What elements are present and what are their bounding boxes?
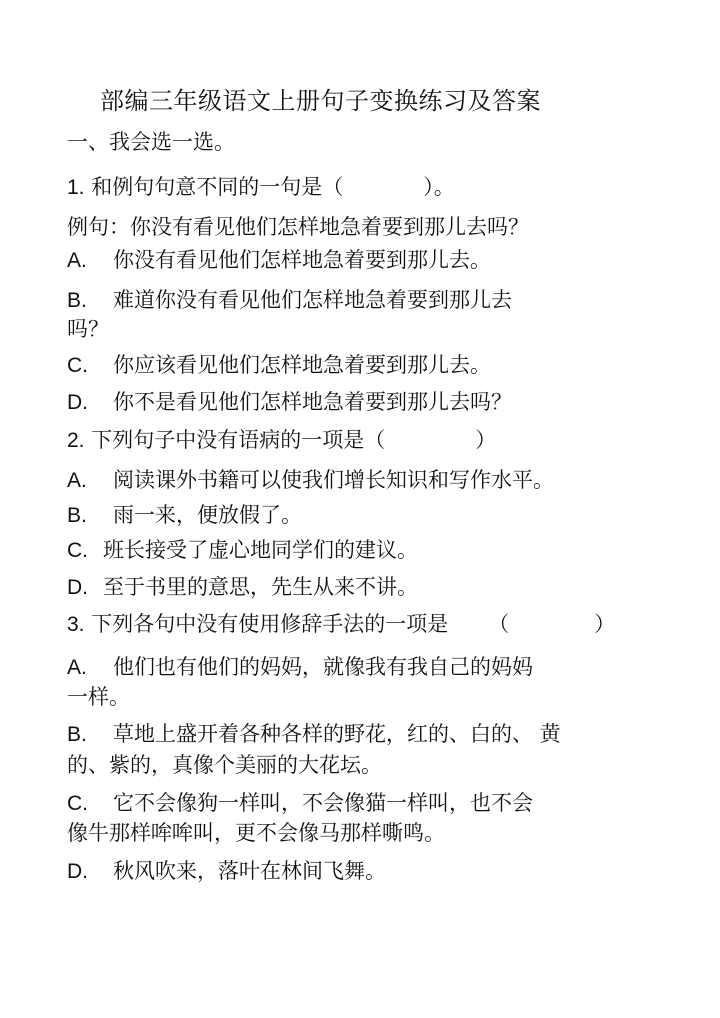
question-1-option-b-continued: 吗？	[67, 317, 109, 341]
question-2-option-c	[67, 536, 418, 565]
document-title: 部编三年级语文上册句子变换练习及答案	[100, 87, 541, 115]
section-heading: 一、我会选一选。	[67, 130, 235, 154]
option-text: 你不是看见他们怎样地急着要到那儿去吗？	[113, 390, 512, 414]
option-text: 你没有看见他们怎样地急着要到那儿去。	[113, 248, 491, 272]
question-1-option-a	[67, 246, 491, 275]
question-2-text: 下列句子中没有语病的一项是（	[91, 428, 386, 452]
question-1-text: 和例句句意不同的一句是（	[91, 175, 344, 199]
option-label: A.	[67, 469, 87, 492]
question-3-option-b-continued: 的、紫的，真像个美丽的大花坛。	[67, 753, 382, 777]
option-text: 秋风吹来，落叶在林间飞舞。	[113, 859, 386, 883]
question-3-number: 3.	[67, 613, 85, 636]
question-2-option-d	[67, 573, 418, 602]
question-1-example: 例句：你没有看见他们怎样地急着要到那儿去吗？	[67, 215, 529, 239]
question-3-open: （	[488, 612, 510, 636]
option-label: A.	[67, 249, 87, 272]
question-3-option-b	[67, 720, 561, 749]
question-2-close: ）	[475, 428, 497, 452]
question-2-option-a	[67, 466, 554, 495]
option-label: D.	[67, 860, 88, 883]
question-1-option-d	[67, 388, 512, 417]
option-label: C.	[67, 539, 88, 562]
question-3-option-c-continued: 像牛那样哞哞叫，更不会像马那样嘶鸣。	[67, 821, 445, 845]
option-text: 班长接受了虚心地同学们的建议。	[103, 538, 418, 562]
question-1-close: ）。	[423, 175, 455, 199]
question-1-number: 1.	[67, 176, 85, 199]
option-label: D.	[67, 391, 88, 414]
question-3-option-c	[67, 789, 533, 818]
option-label: C.	[67, 354, 88, 377]
question-1-stem	[67, 173, 455, 202]
option-label: D.	[67, 576, 88, 599]
option-text: 他们也有他们的妈妈，就像我有我自己的妈妈	[113, 655, 533, 679]
question-3-option-a	[67, 653, 533, 682]
option-text: 你应该看见他们怎样地急着要到那儿去。	[113, 353, 491, 377]
question-3-text: 下列各句中没有使用修辞手法的一项是	[91, 612, 449, 636]
option-text: 阅读课外书籍可以使我们增长知识和写作水平。	[113, 468, 554, 492]
option-text: 至于书里的意思，先生从来不讲。	[103, 575, 418, 599]
question-3-option-d	[67, 857, 386, 886]
question-2-stem	[67, 426, 496, 455]
option-text: 雨一来，便放假了。	[113, 503, 302, 527]
question-1-option-b	[67, 286, 512, 315]
option-label: A.	[67, 656, 87, 679]
question-3-close: ）	[594, 612, 616, 636]
question-3-option-a-continued: 一样。	[67, 685, 130, 709]
option-label: B.	[67, 289, 87, 312]
option-label: B.	[67, 504, 87, 527]
question-1-option-c	[67, 351, 491, 380]
option-text: 它不会像狗一样叫，不会像猫一样叫，也不会	[113, 791, 533, 815]
question-3-stem	[67, 610, 615, 639]
option-label: B.	[67, 723, 87, 746]
question-2-number: 2.	[67, 429, 85, 452]
option-label: C.	[67, 792, 88, 815]
option-text: 难道你没有看见他们怎样地急着要到那儿去	[113, 288, 512, 312]
option-text: 草地上盛开着各种各样的野花，红的、白的、 黄	[113, 722, 561, 746]
question-2-option-b	[67, 501, 302, 530]
